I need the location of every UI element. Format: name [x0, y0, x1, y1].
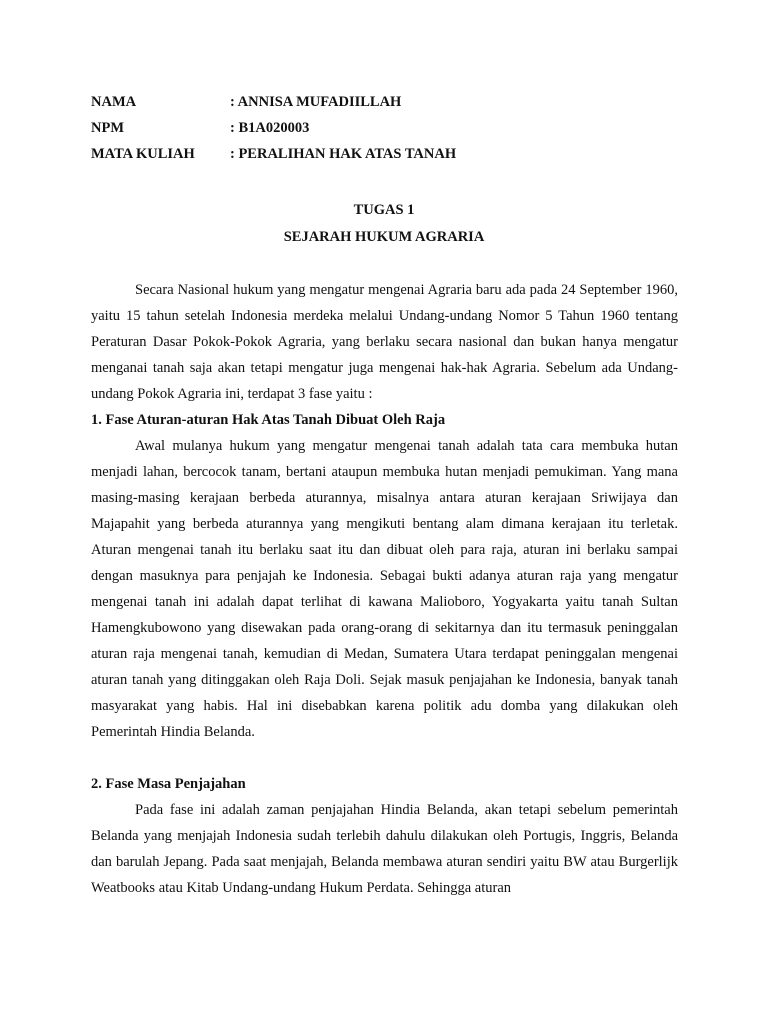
- identity-label: NAMA: [91, 94, 137, 110]
- section-1-title: 1. Fase Aturan-aturan Hak Atas Tanah Dibuat Oleh Raja: [91, 412, 446, 428]
- identity-row-course: [91, 144, 456, 170]
- identity-value: : ANNISA MUFADIILLAH: [230, 94, 402, 110]
- identity-value: : B1A020003: [230, 120, 310, 136]
- identity-block: [91, 92, 456, 170]
- document-title: SEJARAH HUKUM AGRARIA: [283, 229, 485, 245]
- identity-label: MATA KULIAH: [91, 146, 195, 162]
- section-2-title: 2. Fase Masa Penjajahan: [91, 776, 246, 792]
- intro-paragraph: Secara Nasional hukum yang mengatur mengenai Agraria baru ada pada 24 September 1960, yaitu 15 tahun setelah Indonesia merdeka melalui Undang-undang Nomor 5 Tahun 1960 tentang Peraturan Dasar Pokok-Pokok Agraria, yang berlaku secara nasional dan bukan hanya mengatur menganai tanah saja akan tetapi mengatur juga mengenai hak-hak Agraria. Sebelum ada Undang-undang Pokok Agraria ini, terdapat 3 fase yaitu :: [91, 282, 678, 402]
- section-1-paragraph: Awal mulanya hukum yang mengatur mengenai tanah adalah tata cara membuka hutan menjadi lahan, bercocok tanam, bertani ataupun membuka hutan menjadi pemukiman. Yang mana masing-masing kerajaan berbeda aturannya, misalnya antara aturan kerajaan Sriwijaya dan Majapahit yang berbeda aturannya yang mengikuti bentang alam dimana kerajaan itu terletak. Aturan mengenai tanah itu berlaku saat itu dan dibuat oleh para raja, aturan ini berlaku sampai dengan masuknya para penjajah ke Indonesia. Sebagai bukti adanya aturan raja yang mengatur mengenai tanah ini adalah dapat terlihat di kawana Malioboro, Yogyakarta yaitu tanah Sultan Hamengkubowono yang disewakan pada orang-orang di sekitarnya dan itu termasuk peninggalan aturan raja mengenai tanah, kemudian di Medan, Sumatera Utara terdapat peninggalan mengenai aturan tanah yang ditinggakan oleh Raja Doli. Sejak masuk penjajahan ke Indonesia, banyak tanah masyarakat yang habis. Hal ini disebabkan karena politik adu domba yang dilakukan oleh Pemerintah Hindia Belanda.: [91, 438, 678, 740]
- document-body: [91, 277, 678, 901]
- paragraph-gap: [91, 745, 678, 771]
- identity-label: NPM: [91, 120, 125, 136]
- identity-value: : PERALIHAN HAK ATAS TANAH: [230, 146, 457, 162]
- identity-row-name: [91, 92, 456, 118]
- assignment-title: TUGAS 1: [353, 202, 415, 218]
- section-2-paragraph: Pada fase ini adalah zaman penjajahan Hindia Belanda, akan tetapi sebelum pemerintah Belanda yang menjajah Indonesia sudah terlebih dahulu dilakukan oleh Portugis, Inggris, Belanda dan barulah Jepang. Pada saat menjajah, Belanda membawa aturan sendiri yaitu BW atau Burgerlijk Weatbooks atau Kitab Undang-undang Hukum Perdata. Sehingga aturan: [91, 802, 678, 896]
- identity-row-npm: [91, 118, 456, 144]
